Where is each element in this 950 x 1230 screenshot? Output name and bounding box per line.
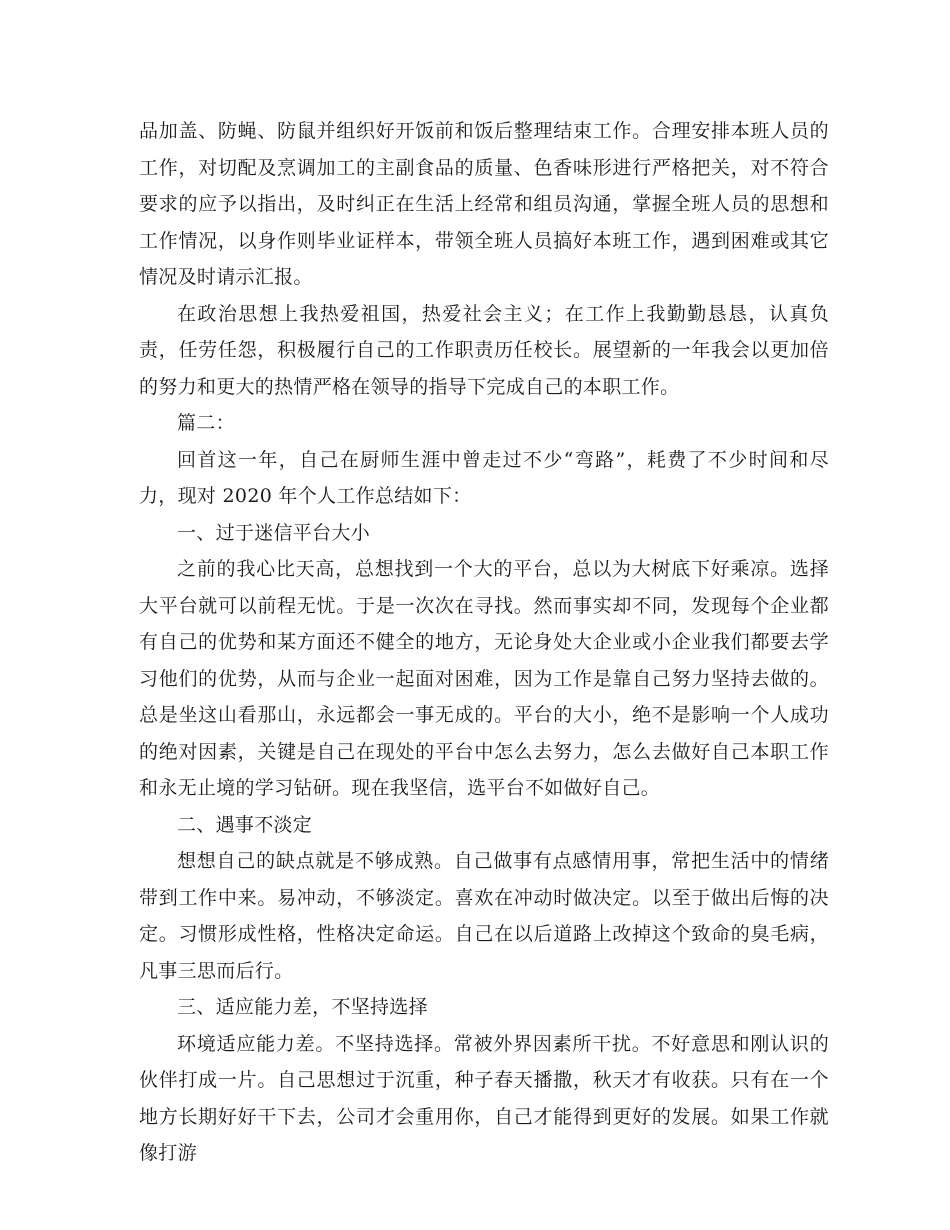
section-heading: 二、遇事不淡定 xyxy=(177,813,313,836)
paragraph: 品加盖、防蝇、防鼠并组织好开饭前和饭后整理结束工作。合理安排本班人员的工作，对切配及烹调加工的主副食品的质量、色香味形进行严格把关，对不符合要求的应予以指出，及时纠正在生活上经常和组员沟通，掌握全班人员的思想和工作情况，以身作则毕业证样本，带领全班人员搞好本班工作，遇到困难或其它情况及时请示汇报。 xyxy=(139,120,829,288)
paragraph: 回首这一年，自己在厨师生涯中曾走过不少“弯路”，耗费了不少时间和尽力，现对 2020 年个人工作总结如下： xyxy=(139,448,829,507)
section-heading: 一、过于迷信平台大小 xyxy=(177,521,371,544)
section-heading: 篇二： xyxy=(177,412,235,434)
paragraph: 环境适应能力差。不坚持选择。常被外界因素所干扰。不好意思和刚认识的伙伴打成一片。自己思想过于沉重，种子春天播撒，秋天才有收获。只有在一个地方长期好好干下去，公司才会重用你，自己才能得到更好的发展。如果工作就像打游 xyxy=(139,1032,829,1164)
paragraph: 之前的我心比天高，总想找到一个大的平台，总以为大树底下好乘凉。选择大平台就可以前程无忧。于是一次次在寻找。然而事实却不同，发现每个企业都有自己的优势和某方面还不健全的地方，无论身处大企业或小企业我们都要去学习他们的优势，从而与企业一起面对困难，因为工作是靠自己努力坚持去做的。总是坐这山看那山，永远都会一事无成的。平台的大小，绝不是影响一个人成功的绝对因素，关键是自己在现处的平台中怎么去努力，怎么去做好自己本职工作和永无止境的学习钻研。现在我坚信，选平台不如做好自己。 xyxy=(139,558,829,799)
paragraph: 在政治思想上我热爱祖国，热爱社会主义；在工作上我勤勤恳恳，认真负责，任劳任怨，积极履行自己的工作职责历任校长。展望新的一年我会以更加倍的努力和更大的热情严格在领导的指导下完成自己的本职工作。 xyxy=(139,302,829,398)
paragraph: 想想自己的缺点就是不够成熟。自己做事有点感情用事，常把生活中的情绪带到工作中来。易冲动，不够淡定。喜欢在冲动时做决定。以至于做出后悔的决定。习惯形成性格，性格决定命运。自己在以后道路上改掉这个致命的臭毛病，凡事三思而后行。 xyxy=(139,850,829,982)
section-heading: 三、适应能力差，不坚持选择 xyxy=(177,996,428,1018)
document-body xyxy=(139,113,829,1172)
